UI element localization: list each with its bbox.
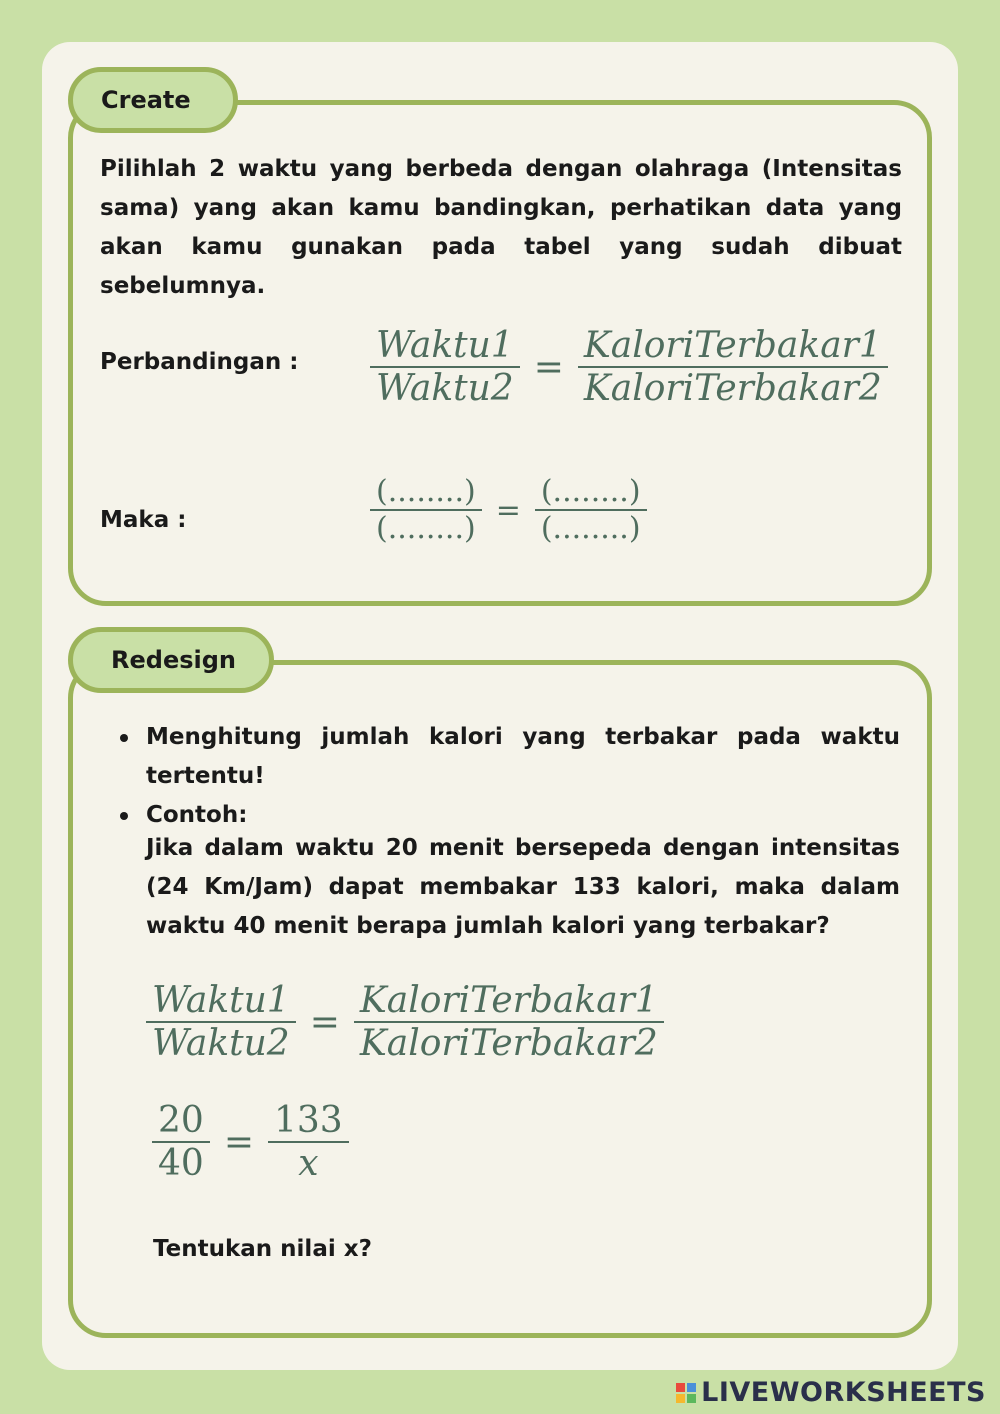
numeric-left-numerator: 20	[158, 1100, 204, 1141]
blank-right-numerator[interactable]: (........)	[540, 474, 641, 509]
logo-square-red	[676, 1383, 685, 1392]
blank-left-numerator[interactable]: (........)	[376, 474, 476, 509]
numeric-equals: =	[223, 1121, 254, 1163]
blank-left-denominator[interactable]: (........)	[376, 511, 476, 546]
redesign-section-tab: Redesign	[68, 627, 274, 693]
blank-right-denominator[interactable]: (........)	[540, 511, 641, 546]
numeric-right-denominator: x	[298, 1143, 319, 1184]
liveworksheets-logo-icon	[676, 1383, 696, 1403]
liveworksheets-brand[interactable]	[676, 1377, 986, 1408]
numeric-formula	[152, 1100, 349, 1184]
comparison-label: Perbandingan :	[100, 349, 299, 375]
question-text: Tentukan nilai x?	[153, 1236, 372, 1262]
example-text: Jika dalam waktu 20 menit bersepeda dengan intensitas (24 Km/Jam) dapat membakar 133 kalori, maka dalam waktu 40 menit berapa jumlah kalori yang terbakar?	[146, 835, 900, 939]
redesign-left-denominator: Waktu2	[152, 1023, 290, 1064]
numeric-right-numerator: 133	[273, 1100, 343, 1141]
logo-square-blue	[687, 1383, 696, 1392]
create-section-tab: Create	[68, 67, 238, 133]
blank-formula	[370, 474, 647, 546]
bullet-item: Menghitung jumlah kalori yang terbakar pada waktu tertentu!	[116, 718, 900, 796]
formula-left-numerator: Waktu1	[376, 325, 514, 366]
redesign-right-numerator: KaloriTerbakar1	[359, 980, 658, 1021]
redesign-formula	[146, 980, 664, 1064]
then-label: Maka :	[100, 507, 187, 533]
formula-right-numerator: KaloriTerbakar1	[583, 325, 882, 366]
redesign-equals: =	[309, 1001, 340, 1043]
formula-right-denominator: KaloriTerbakar2	[583, 368, 882, 409]
bullet-item: Contoh:	[116, 796, 900, 835]
create-instruction: Pilihlah 2 waktu yang berbeda dengan olahraga (Intensitas sama) yang akan kamu bandingkan, perhatikan data yang akan kamu gunakan pada tabel yang sudah dibuat sebelumnya.	[100, 156, 902, 299]
numeric-left-denominator: 40	[158, 1143, 204, 1184]
brand-text: LIVEWORKSHEETS	[701, 1377, 986, 1408]
logo-square-yellow	[676, 1394, 685, 1403]
redesign-right-denominator: KaloriTerbakar2	[359, 1023, 658, 1064]
logo-square-green	[687, 1394, 696, 1403]
blank-equals: =	[495, 492, 521, 528]
formula-left-denominator: Waktu2	[376, 368, 514, 409]
redesign-left-numerator: Waktu1	[152, 980, 290, 1021]
redesign-bullet-list	[116, 718, 900, 835]
comparison-formula	[370, 325, 888, 409]
formula-equals: =	[533, 346, 564, 388]
